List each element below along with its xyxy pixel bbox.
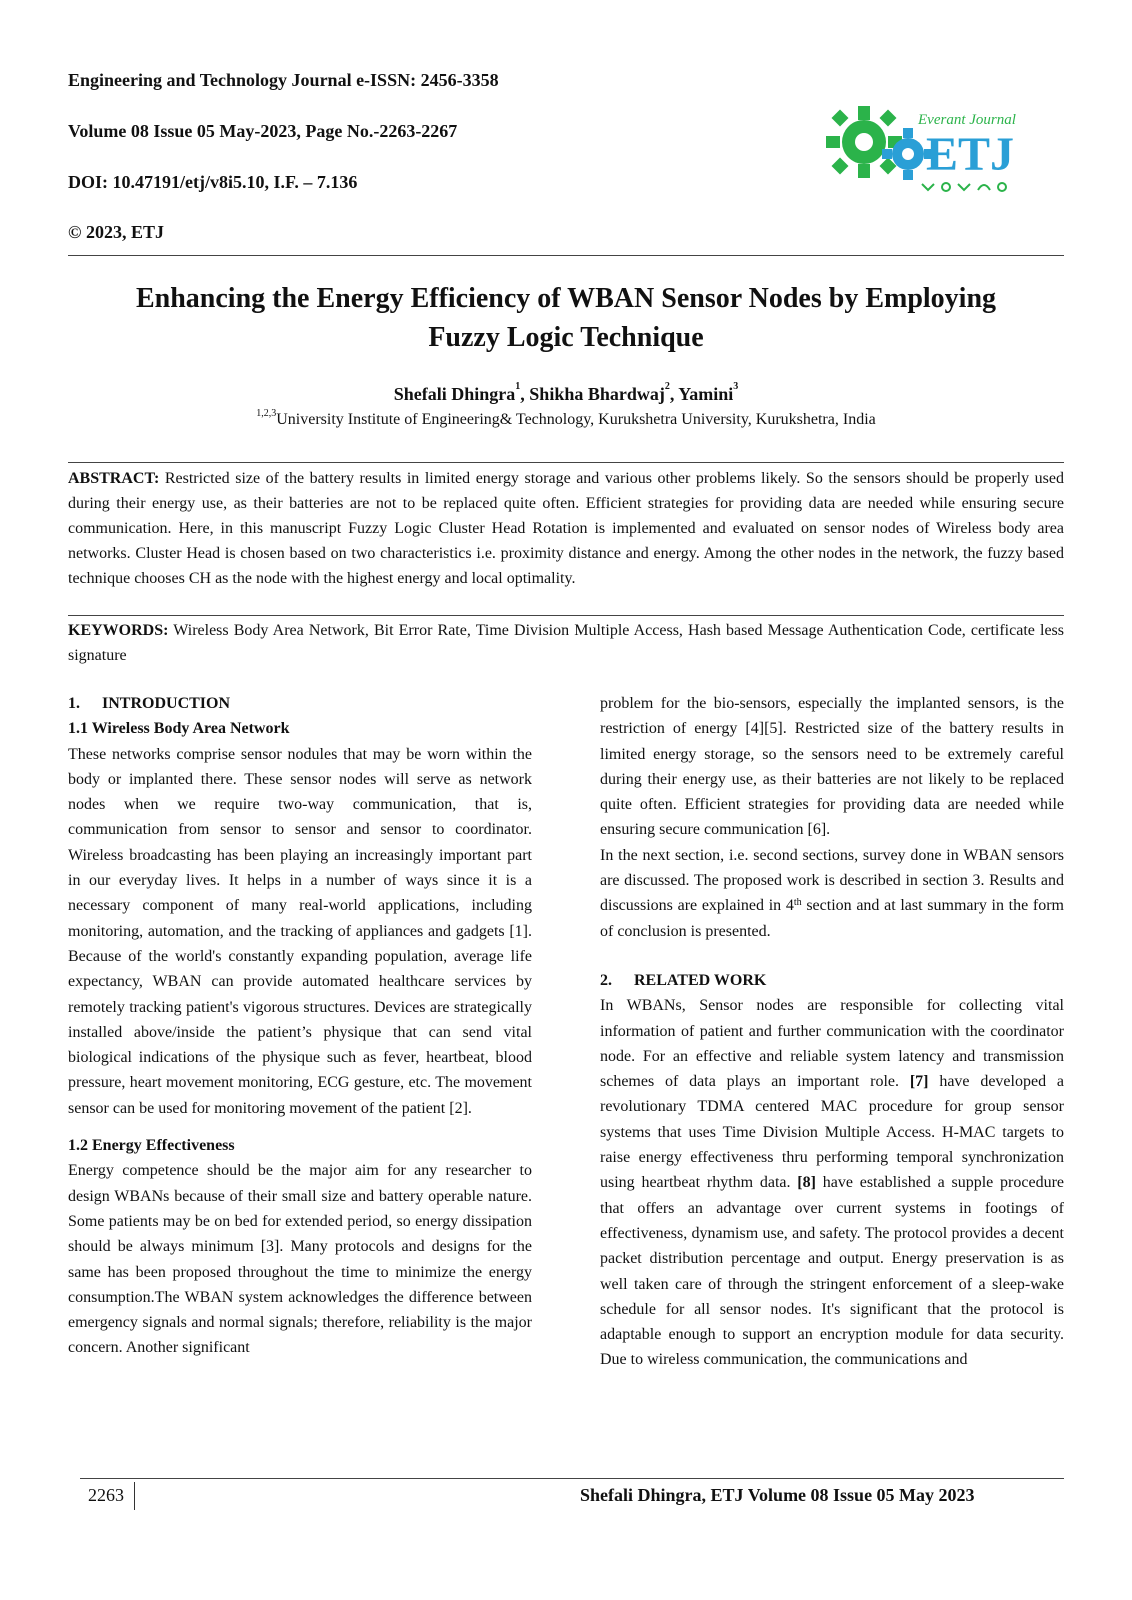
doi-info: DOI: 10.47191/etj/v8i5.10, I.F. – 7.136 [68,172,358,192]
subsection-1-1-heading: 1.1 Wireless Body Area Network [68,720,290,738]
author-list [68,381,1064,405]
running-footer: Shefali Dhingra, ETJ Volume 08 Issue 05 May 2023 [580,1485,975,1505]
footer-rule [80,1478,1064,1479]
abstract-top-rule [68,462,1064,463]
author-1: Shefali Dhingra [393,384,516,404]
logo-text-top: Everant Journal [918,112,1016,128]
author-2-sup: 2 [664,381,670,392]
footer-divider [134,1482,135,1510]
related-text-b: have developed a revolutionary TDMA centered MAC procedure for group sensor systems that uses Time Division Multiple Access. H-MAC targets to raise energy effectiveness thru performing temporal synchronization using heartbeat rhythm data. [600,1073,1064,1192]
paragraph-outline [600,843,1064,944]
title-line-1: Enhancing the Energy Efficiency of WBAN Sensor Nodes by Employing [135,283,997,314]
left-column [68,691,532,1361]
paragraph-related-work [600,993,1064,1372]
outline-text-b: section and at last summary in the form of conclusion is presented. [600,897,1064,940]
subsection-1-2-heading: 1.2 Energy Effectiveness [68,1137,235,1155]
paragraph-energy-cont: problem for the bio-sensors, especially the implanted sensors, is the restriction of energy [4][5]. Restricted size of the battery results in limited energy storage, so the sensors need to be extremely careful during their energy use, as their batteries are not likely to be replaced quite often. Efficient strategies for providing data are needed while ensuring secure communication [6]. [600,695,1064,839]
reference-7: [7] [909,1073,929,1091]
section-2-heading [600,968,1064,993]
affiliation-text: University Institute of Engineering& Technology, Kurukshetra University, Kurukshetra, India [276,411,876,428]
author-2: Shikha Bhardwaj [529,384,665,404]
author-sep-1: , [520,384,530,404]
section-2-number: 2. [600,971,612,989]
section-1-heading [68,691,532,716]
section-2-title: RELATED WORK [634,971,767,989]
title-line-2: Fuzzy Logic Technique [428,322,704,353]
journal-name: Engineering and Technology Journal e-ISSN: 2456-3358 [68,70,499,90]
outline-sup: th [793,897,802,909]
paragraph-energy: Energy competence should be the major aim for any researcher to design WBANs because of their small size and battery operable nature. Some patients may be on bed for extended period, so energy dissipation should be always minimum [3]. Many protocols and designs for the same has been proposed throughout the time to minimize the energy consumption.The WBAN system acknowledges the difference between emergency signals and normal signals; therefore, reliability is the major concern. Another significant [68,1162,532,1357]
copyright: © 2023, ETJ [68,222,164,242]
keywords-text: Wireless Body Area Network, Bit Error Rate, Time Division Multiple Access, Hash based Message Authentication Code, certificate less signature [68,622,1064,664]
paragraph-wban: These networks comprise sensor nodules that may be worn within the body or implanted there. These sensor nodes will serve as network nodes when we require two-way communication, that is, communication from sensor to sensor and sensor to coordinator. Wireless broadcasting has been playing an increasingly important part in our everyday lives. It helps in a number of ways since it is a necessary component of many real-world applications, including monitoring, automation, and the tracking of appliances and gadgets [1]. Because of the world's constantly expanding population, average life expectancy, WBAN can provide automated healthcare services by remotely tracking patient's vigorous structures. Devices are strategically installed above/inside the patient’s physique that can send vital biological indications of the physique such as fever, heartbeat, blood pressure, heart movement monitoring, ECG gesture, etc. The movement sensor can be used for monitoring movement of the patient [2]. [68,745,532,1117]
related-text-c: have established a supple procedure that offers an advantage over current systems in footings of effectiveness, dynamism use, and safety. The protocol provides a decent packet distribution percentage and output. Energy preservation is as well taken care of through the stringent enforcement of a sleep-wake schedule for all sensor nodes. It's significant that the protocol is adaptable enough to support an encryption module for data security. Due to wireless communication, the communications and [600,1174,1064,1369]
header-rule [68,255,1064,256]
logo-text-main: ETJ [926,128,1015,181]
section-1-number: 1. [68,695,80,712]
keywords-rule [68,615,1064,616]
affiliation-sup: 1,2,3 [256,408,277,419]
page-number: 2263 [88,1485,124,1505]
abstract [68,466,1064,591]
abstract-label: ABSTRACT: [68,470,160,487]
author-sep-2: , [669,384,679,404]
paper-title [68,279,1064,357]
related-text-a: In WBANs, Sensor nodes are responsible for collecting vital information of patient and further communication with the coordinator node. For an effective and reliable system latency and transmission schemes of data plays an important role. [600,997,1064,1091]
author-3-sup: 3 [733,381,739,392]
affiliation [68,408,1064,429]
abstract-text: Restricted size of the battery results in limited energy storage and various other problems likely. So the sensors should be properly used during their energy use, as their batteries are not to be replaced quite often. Efficient strategies for providing data are needed while ensuring secure communication. Here, in this manuscript Fuzzy Logic Cluster Head Rotation is implemented and evaluated on sensor nodes of Wireless body area networks. Cluster Head is chosen based on two characteristics i.e. proximity distance and energy. Among the other nodes in the network, the fuzzy based technique chooses CH as the node with the highest energy and local optimality. [68,470,1064,587]
keywords-label: KEYWORDS: [68,622,169,639]
section-1-title: INTRODUCTION [102,695,231,712]
journal-logo [822,92,1038,204]
reference-8: [8] [797,1174,816,1192]
keywords [68,618,1064,668]
author-1-sup: 1 [515,381,521,392]
outline-text-a: In the next section, i.e. second sections, survey done in WBAN sensors are discussed. The proposed work is described in section 3. Results and discussions are explained in 4 [600,846,1064,915]
volume-info: Volume 08 Issue 05 May-2023, Page No.-2263-2267 [68,121,458,141]
author-3: Yamini [678,384,734,404]
right-column [600,691,1064,1373]
